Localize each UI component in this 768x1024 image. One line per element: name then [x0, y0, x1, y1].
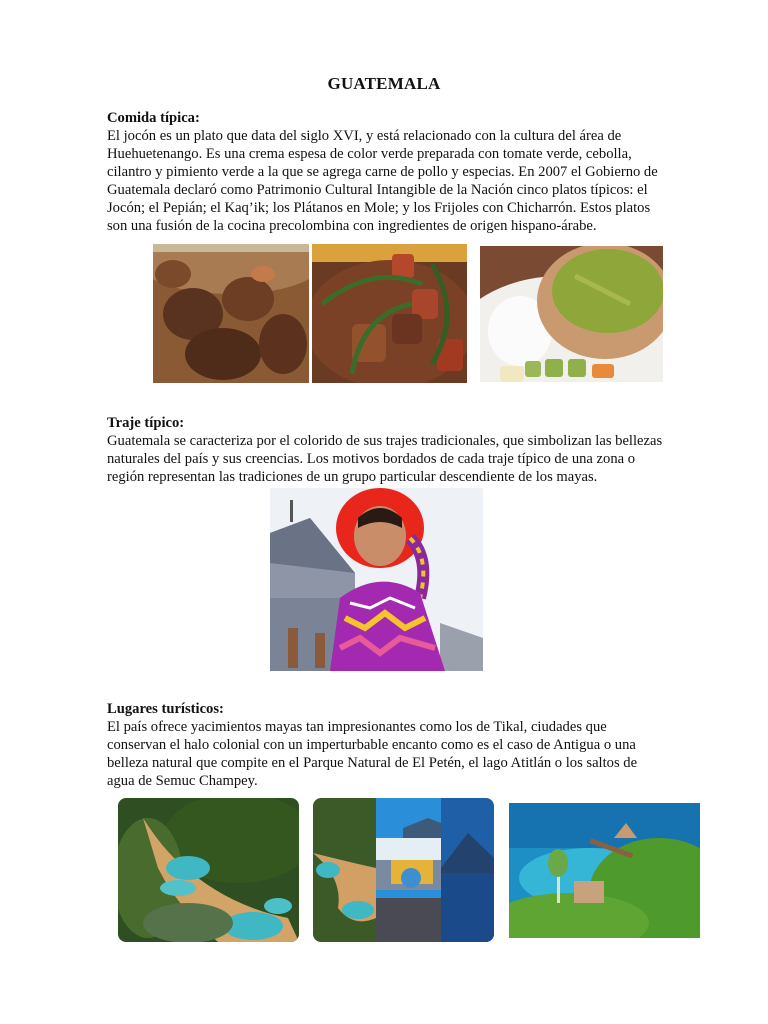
lakeside-huts-aerial-photo: [509, 803, 700, 938]
pepian-stew-with-green-beans-photo: [312, 244, 467, 383]
section-body: El país ofrece yacimientos mayas tan impresionantes como los de Tikal, ciudades que conservan el halo colonial con un imperturbable encanto como es el caso de Antigua o una belleza natural que compite en el Parque Natural de El Petén, el lago Atitlán o los saltos de agua de Semuc Champey.: [107, 719, 638, 789]
semuc-antigua-atitlan-collage-photo: [313, 798, 494, 942]
section-heading: Lugares turísticos:: [107, 701, 224, 717]
section-body: El jocón es un plato que data del siglo XVI, y está relacionado con la cultura del área de Huehuetenango. Es una crema espesa de color verde preparada con tomate verde, cebolla, cilantro y pimiento verde a la que se agrega carne de pollo y especias. En 2007 el Gobierno de Guatemala declaró como Patrimonio Cultural Intangible de la Nación cinco platos típicos: el Jocón; el Pepián; el Kaq’ik; los Plátanos en Mole; y los Frijoles con Chicharrón. Estos platos son una fusión de la cocina precolombina con ingredientes de origen hispano-árabe.: [107, 128, 658, 234]
jocon-green-soup-with-rice-photo: [480, 246, 663, 382]
section-body: Guatemala se caracteriza por el colorido de sus trajes tradicionales, que simbolizan las bellezas naturales del país y sus creencias. Los motivos bordados de cada traje típico de una zona o región representan las tradiciones de un grupo particular descendiente de los mayas.: [107, 433, 663, 485]
section-lugares-turisticos: [107, 700, 667, 790]
page-title: GUATEMALA: [327, 74, 441, 93]
woman-in-traditional-dress-photo: [270, 488, 483, 671]
section-traje-tipico: [107, 414, 667, 486]
section-comida-tipica: [107, 109, 667, 235]
semuc-champey-pools-photo: [118, 798, 299, 942]
stewed-meat-dish-photo: [153, 244, 309, 383]
section-heading: Comida típica:: [107, 110, 200, 126]
section-heading: Traje típico:: [107, 415, 185, 431]
